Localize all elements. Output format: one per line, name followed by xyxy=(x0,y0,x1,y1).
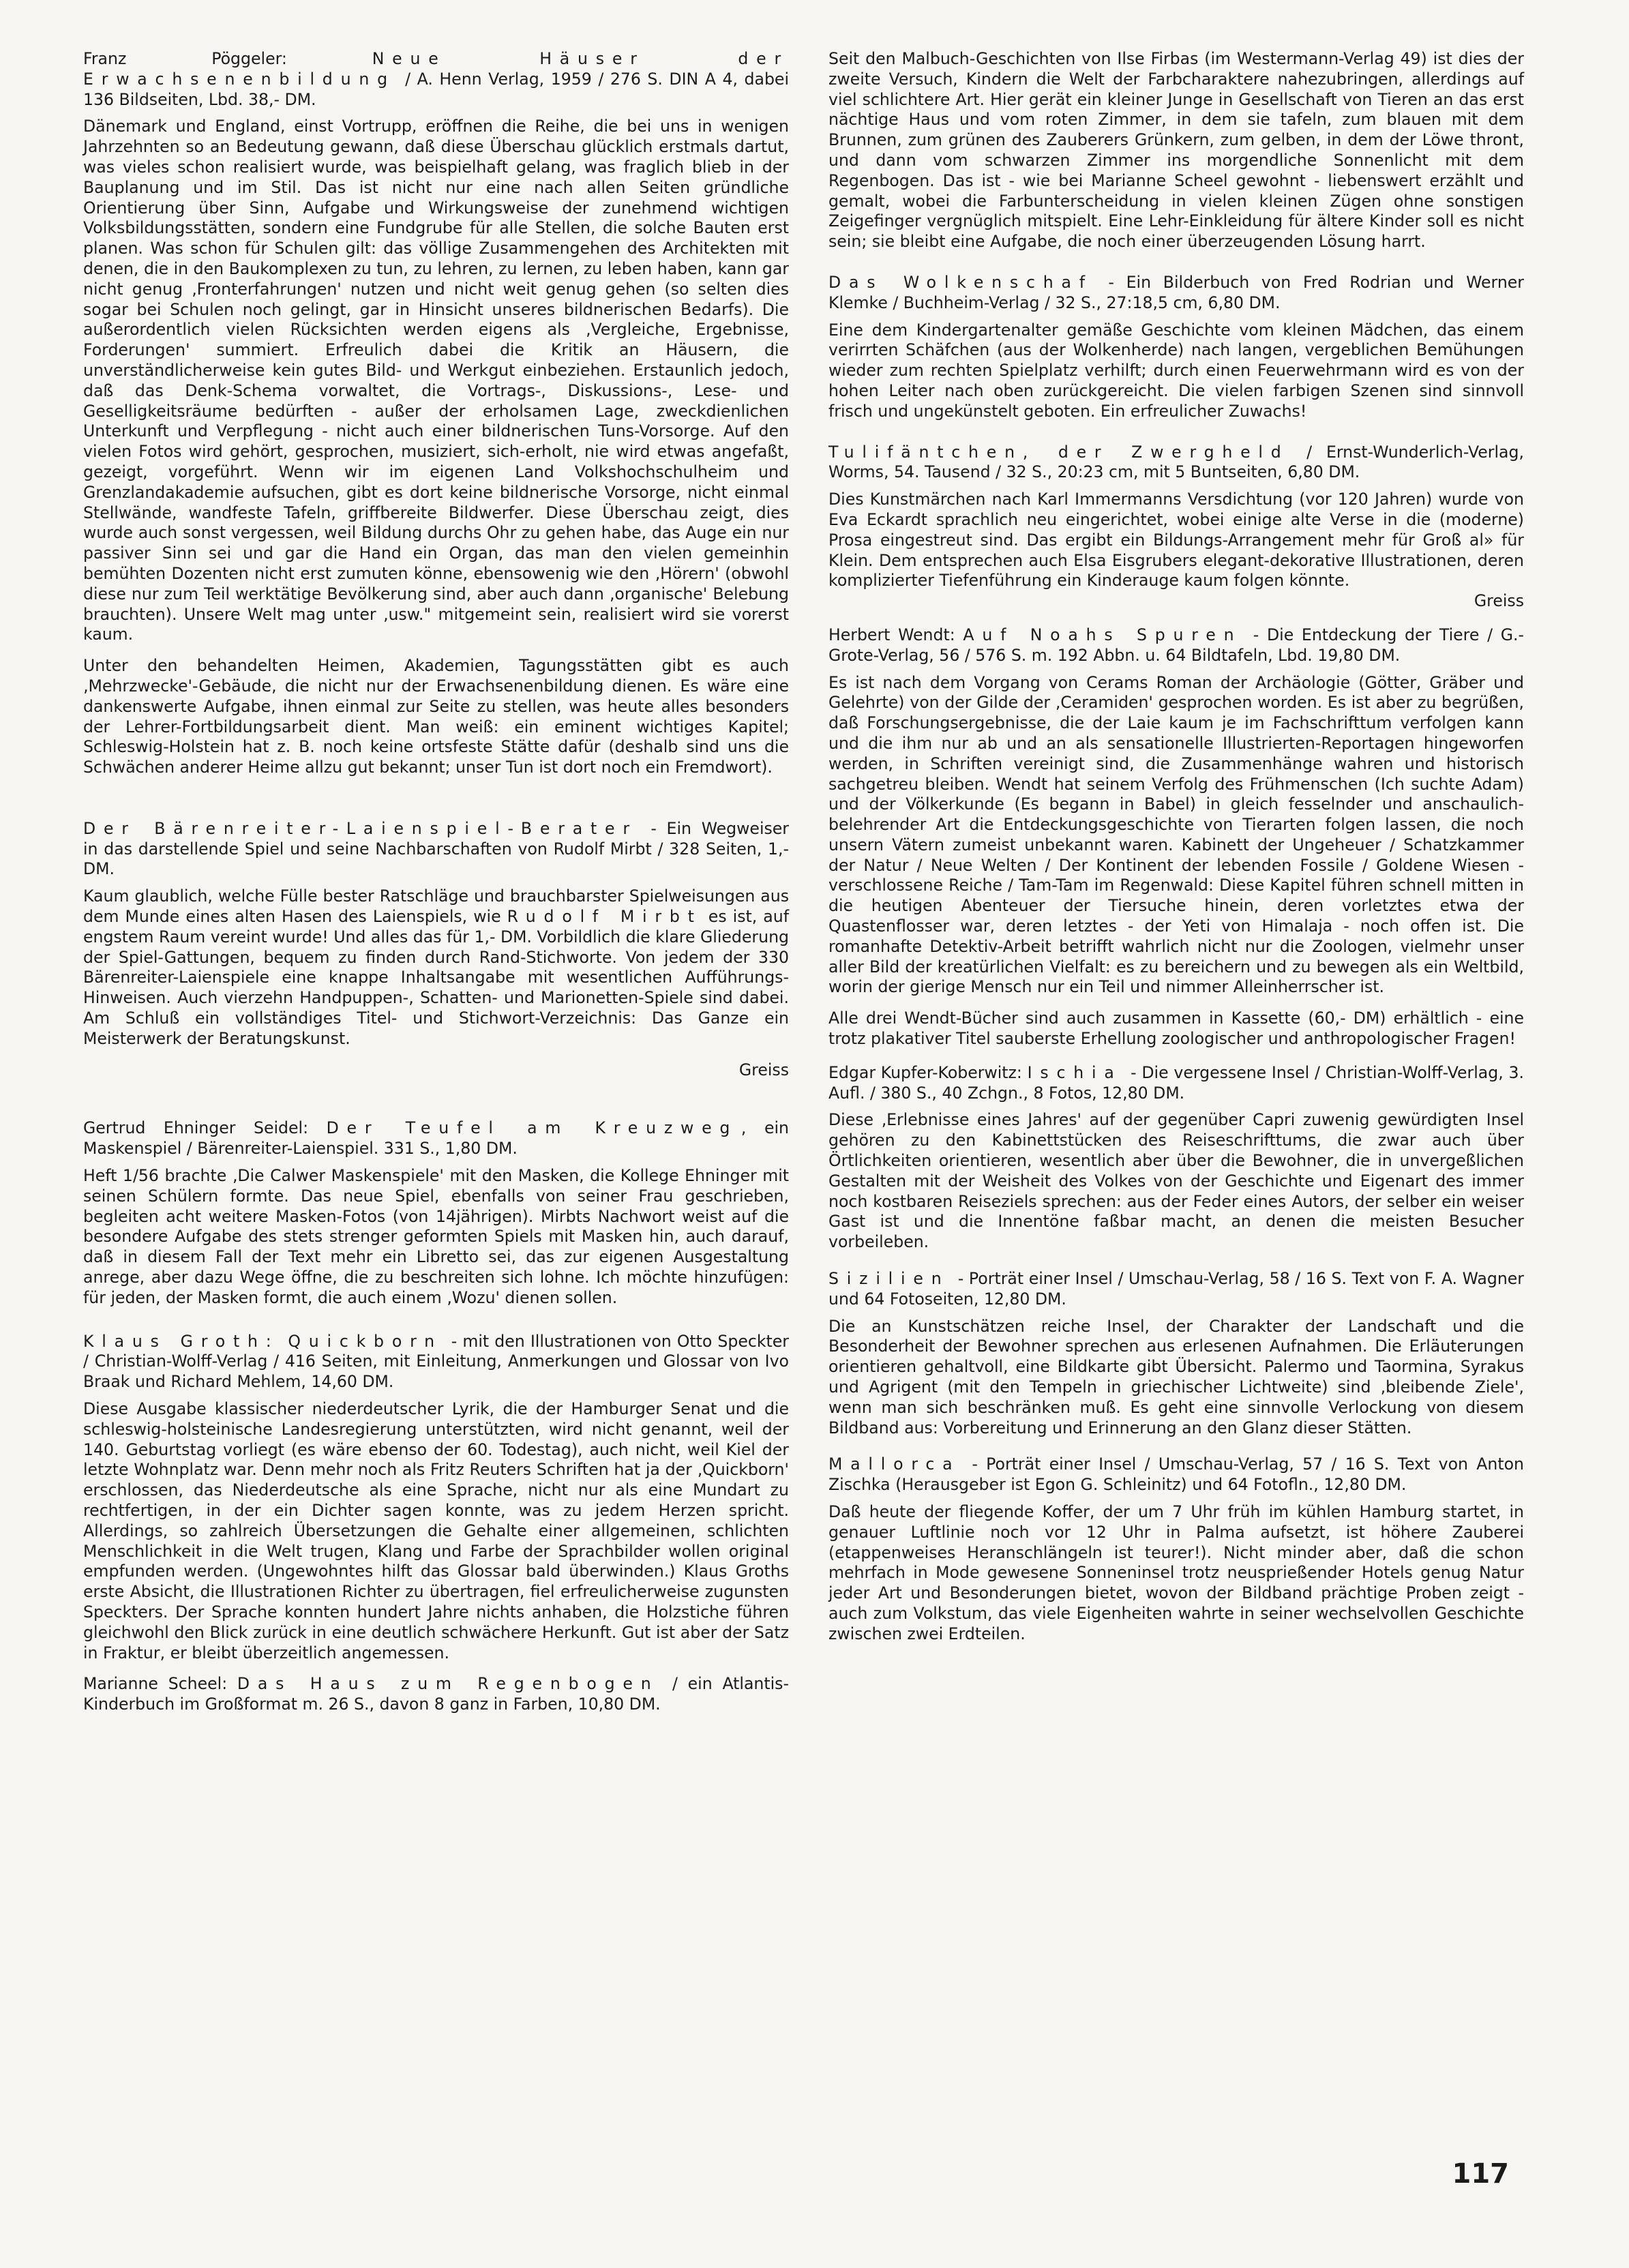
review-tulifaentchen xyxy=(828,443,1524,612)
review-sizilien xyxy=(828,1269,1524,1438)
review-paragraph: Diese Ausgabe klassischer niederdeutscher Lyrik, die der Hamburger Senat und die schleswig-holsteinische Landesregierung unterstützten, wird nicht genannt, weil der 140. Geburtstag vorliegt (es wäre ebenso der 60. Todestag), auch nicht, weil Kiel der letzte Wohnplatz war. Denn mehr noch als Fritz Reuters Schriften hat ja der ‚Quickborn' erschlossen, das Niederdeutsche als eine Sprache, nicht nur als eine Mundart zu rechtfertigen, in der ein Dichter sagen konnte, was zu jedem Herzen spricht. Allerdings, so zahlreich Übersetzungen die Gehalte einer allgemeinen, schlichten Menschlichkeit in die Welt trugen, Klang und Farbe der Sprachbilder wollen original empfunden werden. (Ungewohntes hilft das Glossar bald überwinden.) Klaus Groths erste Absicht, die Illustrationen Richter zu übertragen, fiel erfreulicherweise zugunsten Speckters. Der Sprache konnten hundert Jahre nichts anhaben, die Holzstiche führen gleichwohl den Blick zurück in eine deutlich schwächere Herkunft. Gut ist aber der Satz in Fraktur, er bleibt überzeitlich angemessen. xyxy=(83,1399,789,1662)
review-wolkenschaf xyxy=(828,273,1524,422)
review-publication-info: / A. Henn Verlag, 1959 / 276 S. DIN A 4, dabei 136 Bildseiten, Lbd. 38,- DM. xyxy=(83,69,790,109)
review-paragraph: Dänemark und England, einst Vortrupp, eröffnen die Reihe, die bei uns in wenigen Jahrzehnten so an Bedeutung gewann, daß diese Überschau glücklich erstmals dartut, was vieles schon realisiert wurde, was beispielhaft gelang, was fraglich blieb in der Bauplanung und im Stil. Das ist nicht nur eine nach allen Seiten gründliche Orientierung über Sinn, Aufgabe und Wirkungsweise der zunehmend wichtigen Volksbildungsstätten, sondern eine Fundgrube für alle Stellen, die solche Bauten erst planen. Was schon für Schulen gilt: das völlige Zusammengehen des Architekten mit denen, die in den Baukomplexen zu tun, zu lehren, zu lernen, zu leben haben, kann gar nicht genug ‚Fronterfahrungen' nutzen und nicht weit genug gehen (so selten dies sogar bei Schulen noch gelingt, gar in Hinsicht unseres bildnerischen Bedarfs). Die außerordentlich vielen Rücksichten werden eigens als ‚Vergleiche, Ergebnisse, Forderungen' summiert. Erfreulich dabei die Kritik an Häusern, die unverständlicherweise kein gutes Bild- und Werkgut einbeziehen. Erstaunlich jedoch, daß das Denk-Schema vorwaltet, die Vortrags-, Diskussions-, Lese- und Geselligkeitsräume bedürften - außer der erholsamen Lage, zweckdienlichen Unterkunft und Verpflegung - nicht auch einer bildnerischen Tuns-Vorsorge. Auf den vielen Fotos wird gehört, gesprochen, musiziert, sich-erholt, nie wird etwas angefaßt, gezeigt, vorgeführt. Wenn wir im eigenen Land Volkshochschulheim und Grenzlandakademie aufsuchen, gibt es dort keine bildnerische Vorsorge, nicht einmal Stellwände, wandfeste Tafeln, griffbereite Bildwerfer. Diese Überschau zeigt, dies wurde auch sonst vergessen, weil Bildung durchs Ohr zu gehen habe, das Auge ein nur passiver Sinn sei und gar die Hand ein Organ, das man den vielen gemeinhin bemühten Dozenten nicht erst zumuten könne, ebensowenig wie den ‚Hörern' (obwohl diese nur zum Teil werktätige Bevölkerung sind, aber auch dann ‚organische' Belebung brauchten). Unsere Welt mag unter ‚usw." mitgemeint sein, realisiert wird sie vorerst kaum. xyxy=(83,117,789,644)
review-author: Franz Pöggeler: xyxy=(83,49,287,68)
review-heading xyxy=(828,1063,1524,1104)
review-paragraph: Daß heute der fliegende Koffer, der um 7 Uhr früh im kühlen Hamburg startet, in genauer Luftlinie noch vor 12 Uhr in Palma aufsetzt, ist höhere Zauberei (etappenweises Heranschlängeln ist teurer!). Nicht minder aber, daß die schon mehrfach in Mode gewesene Sonneninsel trotz neusprießender Hotels genug Natur jeder Art und Besonderungen bietet, wovon der Bildband prächtige Proben zeigt - auch zum Volkstum, das viele Eigenheiten wahrte in seiner wechselvollen Geschichte zwischen zwei Erdteilen. xyxy=(828,1502,1524,1643)
review-book-title: Das Wolkenschaf xyxy=(828,272,1093,292)
review-publication-info: / Ernst-Wunderlich-Verlag, Worms, 54. Tausend / 32 S., 20:23 cm, mit 5 Buntseiten, 6,80 DM. xyxy=(828,442,1524,482)
review-publication-info: - Die vergessene Insel / Christian-Wolff-Verlag, 3. Aufl. / 380 S., 40 Zchgn., 8 Fotos, 12,80 DM. xyxy=(828,1062,1524,1103)
review-publication-info: , ein Maskenspiel / Bärenreiter-Laienspiel. 331 S., 1,80 DM. xyxy=(83,1118,789,1159)
review-book-title: Der Teufel am Kreuzweg xyxy=(326,1118,738,1138)
review-book-title: Quickborn xyxy=(288,1331,443,1351)
review-paragraph: Seit den Malbuch-Geschichten von Ilse Firbas (im Westermann-Verlag 49) ist dies der zweite Versuch, Kindern die Welt der Farbcharaktere nahezubringen, allerdings auf viel schlichtere Art. Hier gerät ein kleiner Junge in Gesellschaft von Tieren an das erst nächtige Haus und vom roten Zimmer, in dem sie tafeln, zum blauen mit dem Brunnen, zum grünen des Zauberers Grünkern, zum gelben, in dem der Löwe thront, und dann vom schwarzen Zimmer ins morgendliche Sonnenlicht mit dem Regenbogen. Das ist - wie bei Marianne Scheel gewohnt - liebenswert erzählt und gemalt, wobei die Farbunterscheidung in vielen kleinen Zügen ohne sonstigen Zeigefinger vergnüglich mitspielt. Eine Lehr-Einkleidung für ältere Kinder soll es nicht sein; sie bleibt eine Aufgabe, die noch einer überzeugenden Lösung harrt. xyxy=(828,49,1524,252)
review-heading xyxy=(828,625,1524,666)
text-part: Kaum glaublich, welche Fülle bester Ratschläge und brauchbarster Spielweisungen aus dem Munde eines alten Hasen des Laienspiels, wie xyxy=(83,886,789,927)
review-heading xyxy=(828,1454,1524,1495)
left-column xyxy=(83,49,789,1722)
review-publication-info: - Ein Wegweiser in das darstellende Spiel und seine Nachbarschaften von Rudolf Mirbt / 328 Seiten, 1,- DM. xyxy=(83,818,790,879)
review-author: Edgar Kupfer-Koberwitz: xyxy=(828,1062,1022,1082)
review-paragraph: Die an Kunstschätzen reiche Insel, der Charakter der Landschaft und die Besonderheit der Bewohner sprechen aus erlesenen Aufnahmen. Die Erläuterungen orientieren gehaltvoll, eine Bildkarte gibt Übersicht. Palermo und Taormina, Syrakus und Agrigent (mit den Tempeln in griechischer Lichtweite) sind ‚bleibende Ziele', wenn man sich beschränken muß. Es geht eine sinnvolle Verlockung von diesem Bildband aus: Vorbereitung und Erinnerung an den Glanz dieser Stätten. xyxy=(828,1316,1524,1437)
review-groth xyxy=(83,1332,789,1664)
review-heading xyxy=(828,443,1524,483)
review-heading xyxy=(83,1674,789,1715)
review-ehninger xyxy=(83,1118,789,1308)
author-name: Rudolf Mirbt xyxy=(507,907,702,927)
review-book-title: Das Haus zum Regenbogen xyxy=(237,1674,659,1694)
review-heading xyxy=(83,49,789,110)
review-publication-info: - Die Entdeckung der Tiere / G.-Grote-Verlag, 56 / 576 S. m. 192 Abbn. u. 64 Bildtafeln, Lbd. 19,80 DM. xyxy=(828,625,1525,665)
review-ischia xyxy=(828,1063,1524,1253)
review-author: Marianne Scheel: xyxy=(83,1674,228,1694)
review-book-title: Neue Häuser der Erwachsenenbildung xyxy=(83,49,789,89)
review-paragraph: Es ist nach dem Vorgang von Cerams Roman der Archäologie (Götter, Gräber und Gelehrte) von der Gilde der ‚Ceramiden' gesprochen worden. Es ist aber zu begrüßen, daß Forschungsergebnisse, die der Laie kaum je im Fachschrifttum verfolgen kann und die ihm nur ab und an als sensationelle Illustrierten-Reportagen hingeworfen werden, in Schriften vereinigt sind, die Zusammenhänge wahren und historisch sachgetreu bleiben. Wendt hat seinem Verfolg des Frühmenschen (Ich suchte Adam) und der Völkerkunde (Es begann in Babel) in gleich fesselnder und anschaulich-belehrender Art die Entdeckungsgeschichte von Tierarten folgen lassen, die noch unsern Vätern zumeist unbekannt waren. Kabinett der Ungeheuer / Schatzkammer der Natur / Neue Welten / Der Kontinent der lebenden Fossile / Goldene Wiesen - verschlossene Reiche / Tam-Tam im Regenwald: Diese Kapitel führen schnell mitten in die heutigen Abenteuer der Tiersuche hinein, deren vorletztes etwa der Quastenflosser war, deren letztes - der Yeti von Himalaja - noch offen ist. Die romanhafte Detektiv-Arbeit betrifft wahrlich nicht nur die Zoologen, vielmehr unser aller Bild der kreatürlichen Vielfalt: es zu bereichern und zu bewegen als ein Weltbild, worin der gierige Mensch nur ein Teil und nimmer Alleinherrscher ist. xyxy=(828,672,1524,997)
review-publication-info: - mit den Illustrationen von Otto Speckter / Christian-Wolff-Verlag / 416 Seiten, mit Einleitung, Anmerkungen und Glossar von Ivo Braak und Richard Mehlem, 14,60 DM. xyxy=(83,1331,790,1392)
right-column xyxy=(828,49,1524,1656)
review-paragraph: Diese ‚Erlebnisse eines Jahres' auf der gegenüber Capri zuwenig gewürdigten Insel gehören zu den Kabinettstücken des Reiseschrifttums, die zwar auch über Örtlichkeiten orientieren, wesentlich aber über die Bewohner, die in unvergeßlichen Gestalten mit der Weisheit des Volkes von der Geschichte und Eigenart des immer noch kostbaren Reiseziels sprechen: aus der Feder eines Autors, der selber ein weiser Gast ist und die Innentöne faßbar macht, an denen die meisten Besucher vorbeileben. xyxy=(828,1110,1524,1252)
review-publication-info: - Porträt einer Insel / Umschau-Verlag, 57 / 16 S. Text von Anton Zischka (Herausgeber ist Egon G. Schleinitz) und 64 Fotofln., 12,80 DM. xyxy=(828,1454,1524,1495)
review-publication-info: / ein Atlantis-Kinderbuch im Großformat m. 26 S., davon 8 ganz in Farben, 10,80 DM. xyxy=(83,1674,789,1714)
review-mallorca xyxy=(828,1454,1524,1644)
review-poeggeler xyxy=(83,49,789,778)
review-wendt xyxy=(828,625,1524,1049)
review-heading xyxy=(83,819,789,880)
review-book-title: Tulifäntchen, der Zwergheld xyxy=(828,442,1289,462)
review-scheel xyxy=(83,1674,789,1715)
reviewer-signature: Greiss xyxy=(738,1060,789,1079)
review-book-title: Der Bärenreiter-Laienspiel-Berater xyxy=(83,818,638,838)
reviewer-signature: Greiss xyxy=(1474,591,1524,611)
text-part: es ist, auf engstem Raum vereint wurde! Und alles das für 1,- DM. Vorbildlich die klare Gliederung der Spiel-Gattungen, bequem zu finden durch Rand-Stichworte. Von jedem der 330 Bärenreiter-Laienspiele eine knappe Inhaltsangabe mit wesentlichen Aufführungs-Hinweisen. Auch vierzehn Handpuppen-, Schatten- und Marionetten-Spiele sind dabei. Am Schluß ein vollständiges Titel- und Stichwort-Verzeichnis: Das Ganze ein Meisterwerk der Beratungskunst. xyxy=(83,907,790,1048)
review-paragraph: Dies Kunstmärchen nach Karl Immermanns Versdichtung (vor 120 Jahren) wurde von Eva Eckardt sprachlich neu eingerichtet, wobei einige alte Verse in die (moderne) Prosa eingestreut sind. Das ergibt ein Bildungs-Arrangement mehr für Groß al» für Klein. Dem entsprechen auch Elsa Eisgrubers elegant-dekorative Illustrationen, deren komplizierter Tiefenführung ein Kinderauge kaum folgen könnte. xyxy=(828,490,1524,591)
review-paragraph: Heft 1/56 brachte ‚Die Calwer Maskenspiele' mit den Masken, die Kollege Ehninger mit seinen Schülern formte. Das neue Spiel, ebenfalls von seiner Frau geschrieben, begleiten acht weitere Masken-Fotos (von 14jährigen). Mirbts Nachwort weist auf die besondere Aufgabe des stets strenger geformten Spiels mit Masken hin, auch darauf, daß in diesem Fall der Text mehr ein Libretto sei, das zur eigenen Ausgestaltung anrege, aber dazu Wege öffne, die zu beschreiten sich lohne. Ich möchte hinzufügen: für jeden, der Masken formt, die auch einem ‚Wozu' dienen sollen. xyxy=(83,1166,789,1307)
review-heading xyxy=(828,1269,1524,1310)
review-paragraph xyxy=(83,886,789,1049)
review-book-title: Ischia xyxy=(1027,1062,1122,1082)
review-scheel-continued xyxy=(828,49,1524,252)
review-paragraph: Eine dem Kindergartenalter gemäße Geschichte vom kleinen Mädchen, das einem verirrten Schäfchen (aus der Wolkenherde) nach langen, vergeblichen Bemühungen wieder zum rechten Spielplatz verhilft; durch einen Feuerwehrmann wird es von der hohen Leiter nach oben zurückgereicht. Die vielen farbigen Szenen sind sinnvoll frisch und ungekünstelt geboten. Ein erfreulicher Zuwachs! xyxy=(828,320,1524,421)
review-paragraph: Unter den behandelten Heimen, Akademien, Tagungsstätten gibt es auch ‚Mehrzwecke'-Gebäude, die nicht nur der Erwachsenenbildung dienen. Es wäre eine dankenswerte Aufgabe, ihnen einmal zur Seite zu stellen, was heute alles besonders der Lehrer-Fortbildungsarbeit dient. Man weiß: ein eminent wichtiges Kapitel; Schleswig-Holstein hat z. B. noch keine ortsfeste Stätte dafür (deshalb sind uns die Schwächen anderer Heime allzu gut bekannt; unser Tun ist dort noch ein Fremdwort). xyxy=(83,656,789,777)
review-author: Klaus Groth: xyxy=(83,1331,280,1351)
review-book-title: Sizilien xyxy=(828,1269,950,1289)
review-baerenreiter xyxy=(83,819,789,1081)
review-publication-info: - Ein Bilderbuch von Fred Rodrian und Werner Klemke / Buchheim-Verlag / 32 S., 27:18,5 cm, 6,80 DM. xyxy=(828,272,1524,312)
page-number: 117 xyxy=(1452,2158,1509,2190)
review-book-title: Mallorca xyxy=(828,1454,961,1474)
review-heading xyxy=(83,1118,789,1159)
review-heading xyxy=(83,1332,789,1392)
review-book-title: Auf Noahs Spuren xyxy=(963,625,1242,644)
review-author: Gertrud Ehninger Seidel: xyxy=(83,1118,309,1138)
review-heading xyxy=(828,273,1524,314)
review-paragraph: Alle drei Wendt-Bücher sind auch zusammen in Kassette (60,- DM) erhältlich - eine trotz plakativer Titel sauberste Erhellung zoologischer und anthropologischer Fragen! xyxy=(828,1009,1524,1049)
review-author: Herbert Wendt: xyxy=(828,625,955,644)
review-publication-info: - Porträt einer Insel / Umschau-Verlag, 58 / 16 S. Text von F. A. Wagner und 64 Fotoseiten, 12,80 DM. xyxy=(828,1269,1525,1309)
